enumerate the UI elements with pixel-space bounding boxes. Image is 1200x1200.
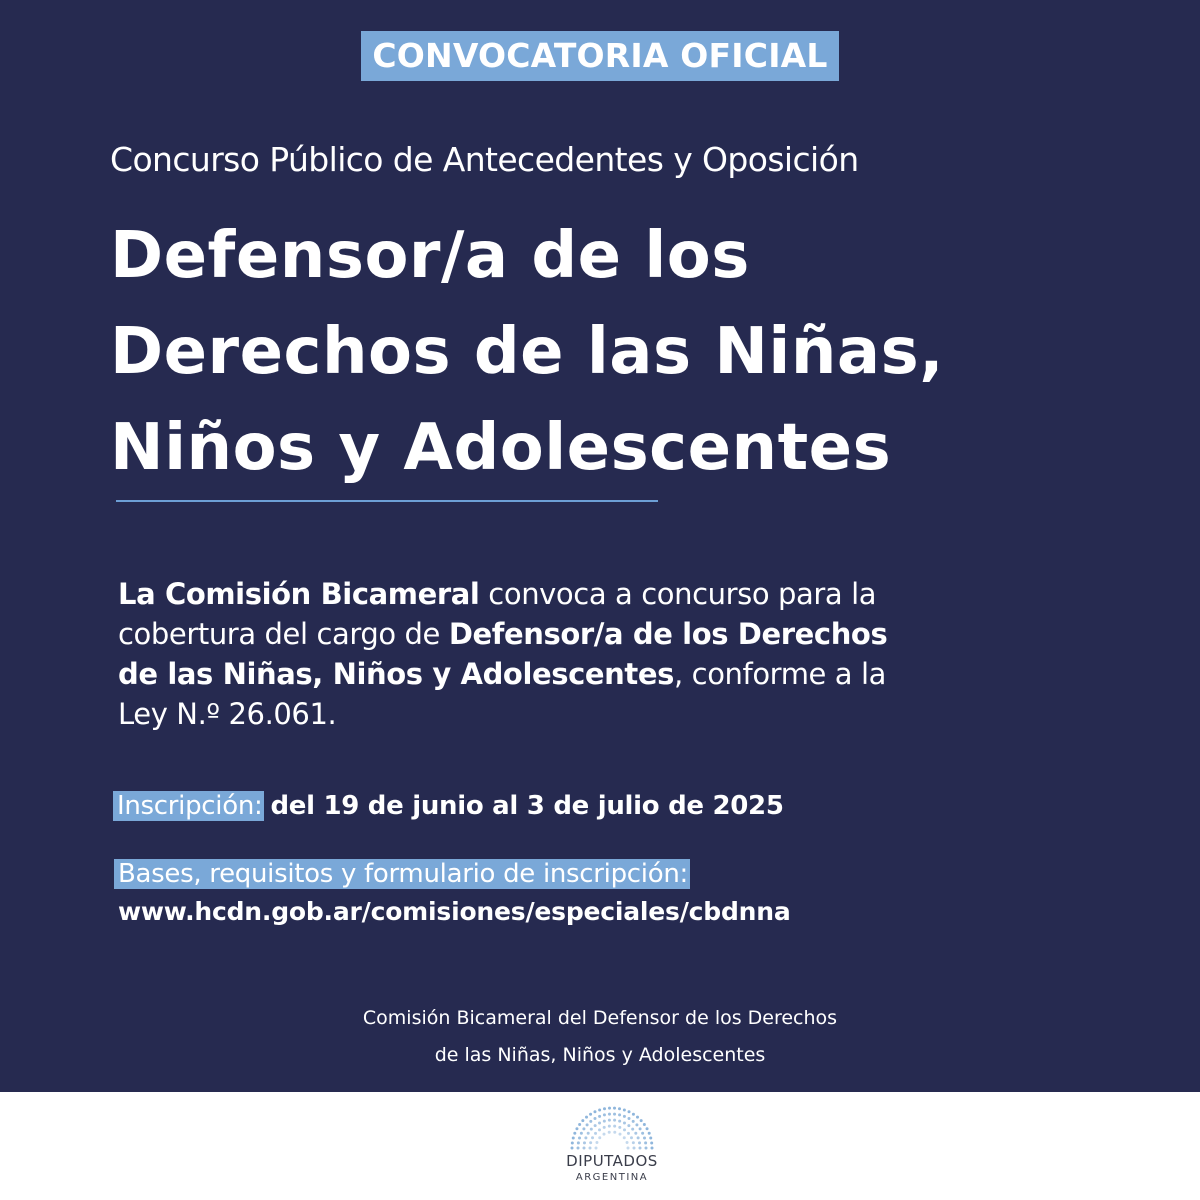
bases-label: Bases, requisitos y formulario de inscripción: bbox=[114, 859, 690, 889]
commission-footer bbox=[250, 1000, 950, 1074]
paragraph-line-1: La Comisión Bicameral convoca a concurso para la bbox=[118, 577, 877, 611]
footer-line-1: Comisión Bicameral del Defensor de los Derechos bbox=[362, 1007, 838, 1029]
logo-name: DIPUTADOS bbox=[566, 1152, 658, 1170]
contest-subtitle: Concurso Público de Antecedentes y Oposición bbox=[110, 140, 859, 179]
hemicycle-icon bbox=[570, 1104, 654, 1150]
official-call-badge: CONVOCATORIA OFICIAL bbox=[361, 31, 839, 81]
position-bold: Defensor/a de los Derechos bbox=[448, 617, 888, 651]
announcement-paragraph bbox=[118, 574, 1018, 734]
registration-label: Inscripción: bbox=[113, 791, 264, 821]
divider bbox=[116, 500, 658, 502]
commission-bold: La Comisión Bicameral bbox=[118, 577, 480, 611]
page-title bbox=[110, 208, 1160, 496]
title-line-2: Derechos de las Niñas, bbox=[110, 315, 944, 389]
position-bold-cont: de las Niñas, Niños y Adolescentes bbox=[118, 657, 675, 691]
bases-url-link[interactable]: www.hcdn.gob.ar/comisiones/especiales/cbdnna bbox=[118, 897, 791, 926]
title-line-3: Niños y Adolescentes bbox=[110, 411, 892, 485]
logo-country: ARGENTINA bbox=[575, 1172, 649, 1183]
paragraph-line-2: cobertura del cargo de Defensor/a de los Derechos bbox=[118, 617, 888, 651]
paragraph-line-4: Ley N.º 26.061. bbox=[118, 697, 337, 731]
registration-dates: del 19 de junio al 3 de julio de 2025 bbox=[270, 791, 784, 821]
footer-line-2: de las Niñas, Niños y Adolescentes bbox=[434, 1044, 766, 1066]
paragraph-line-3: de las Niñas, Niños y Adolescentes, conforme a la bbox=[118, 657, 887, 691]
title-line-1: Defensor/a de los bbox=[110, 219, 750, 293]
bases-info bbox=[114, 856, 690, 892]
registration-period bbox=[113, 788, 784, 824]
